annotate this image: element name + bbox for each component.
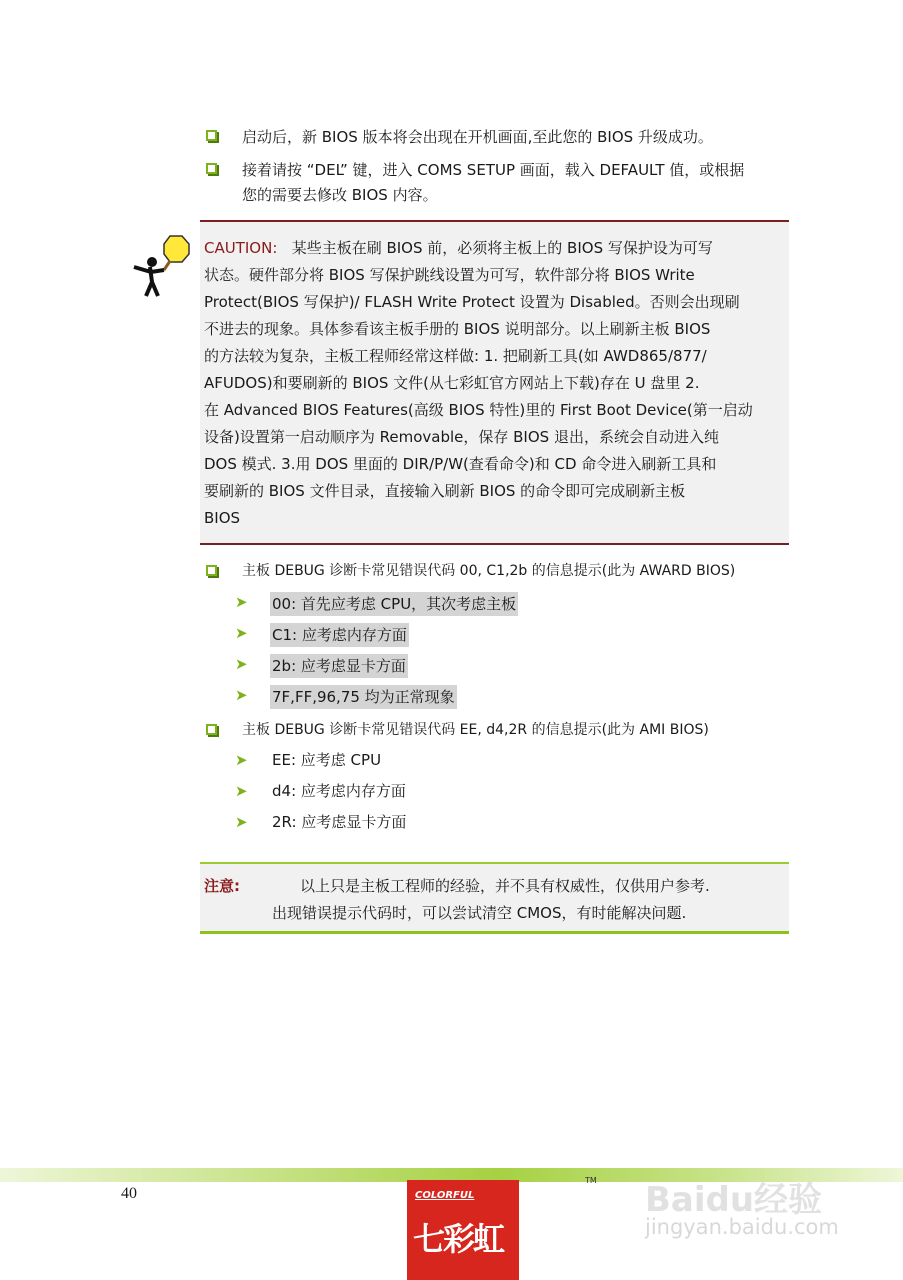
- page-number: 40: [121, 1185, 137, 1202]
- award-item: C1: 应考虑内存方面: [270, 623, 409, 647]
- ami-title: 主板 DEBUG 诊断卡常见错误代码 EE, d4,2R 的信息提示(此为 AMI BIOS): [242, 722, 709, 738]
- caution-line: 的方法较为复杂，主板工程师经常这样做: 1. 把刷新工具(如 AWD865/877/: [204, 347, 707, 365]
- arrow-bullet-icon: ➤: [235, 751, 248, 769]
- note-line: 出现错误提示代码时，可以尝试清空 CMOS，有时能解决问题.: [272, 904, 687, 922]
- arrow-bullet-icon: ➤: [235, 813, 248, 831]
- award-item: 2b: 应考虑显卡方面: [270, 654, 408, 678]
- caution-figure-icon: [126, 234, 192, 300]
- caution-line: 要刷新的 BIOS 文件目录，直接输入刷新 BIOS 的命令即可完成刷新主板: [204, 482, 686, 500]
- bullet-icon: [206, 130, 217, 141]
- bullet-text: 接着请按 “DEL” 键，进入 COMS SETUP 画面，载入 DEFAULT 值，或根据: [242, 161, 745, 179]
- note-box: [200, 862, 789, 934]
- caution-line: 设备)设置第一启动顺序为 Removable，保存 BIOS 退出，系统会自动进入纯: [204, 428, 719, 446]
- ami-item: EE: 应考虑 CPU: [272, 751, 382, 769]
- bullet-icon: [206, 163, 217, 174]
- caution-line: BIOS: [204, 509, 241, 527]
- bullet-icon: [206, 724, 217, 735]
- caution-line: DOS 模式. 3.用 DOS 里面的 DIR/P/W(查看命令)和 CD 命令进入刷新工具和: [204, 455, 717, 473]
- award-item: 7F,FF,96,75 均为正常现象: [270, 685, 457, 709]
- arrow-bullet-icon: ➤: [235, 655, 248, 673]
- award-item: 00: 首先应考虑 CPU，其次考虑主板: [270, 592, 518, 616]
- caution-label: CAUTION:: [204, 239, 278, 257]
- note-line: 以上只是主板工程师的经验，并不具有权威性，仅供用户参考.: [300, 877, 710, 895]
- caution-line: 某些主板在刷 BIOS 前，必须将主板上的 BIOS 写保护设为可写: [291, 239, 713, 257]
- award-title: 主板 DEBUG 诊断卡常见错误代码 00, C1,2b 的信息提示(此为 AWARD BIOS): [242, 563, 736, 579]
- baidu-watermark: Baidu经验: [645, 1180, 823, 1220]
- caution-line: 状态。硬件部分将 BIOS 写保护跳线设置为可写，软件部分将 BIOS Write: [204, 266, 695, 284]
- note-label: 注意:: [204, 877, 240, 895]
- arrow-bullet-icon: ➤: [235, 782, 248, 800]
- caution-line: 在 Advanced BIOS Features(高级 BIOS 特性)里的 First Boot Device(第一启动: [204, 401, 753, 419]
- arrow-bullet-icon: ➤: [235, 593, 248, 611]
- arrow-bullet-icon: ➤: [235, 686, 248, 704]
- trademark: TM: [585, 1176, 597, 1185]
- caution-line: Protect(BIOS 写保护)/ FLASH Write Protect 设置为 Disabled。否则会出现刷: [204, 293, 740, 311]
- arrow-bullet-icon: ➤: [235, 624, 248, 642]
- logo-en: COLORFUL: [415, 1190, 475, 1201]
- bullet-text-cont: 您的需要去修改 BIOS 内容。: [242, 186, 438, 204]
- colorful-logo: [407, 1180, 519, 1280]
- caution-line: 不进去的现象。具体参看该主板手册的 BIOS 说明部分。以上刷新主板 BIOS: [204, 320, 711, 338]
- caution-line: AFUDOS)和要刷新的 BIOS 文件(从七彩虹官方网站上下载)存在 U 盘里 2.: [204, 374, 700, 392]
- bullet-icon: [206, 565, 217, 576]
- logo-cn: 七彩虹: [413, 1220, 504, 1258]
- bullet-text: 启动后，新 BIOS 版本将会出现在开机画面,至此您的 BIOS 升级成功。: [242, 128, 713, 146]
- caution-box: [200, 220, 789, 545]
- ami-item: d4: 应考虑内存方面: [272, 782, 406, 800]
- ami-item: 2R: 应考虑显卡方面: [272, 813, 407, 831]
- baidu-watermark-url: jingyan.baidu.com: [645, 1215, 839, 1239]
